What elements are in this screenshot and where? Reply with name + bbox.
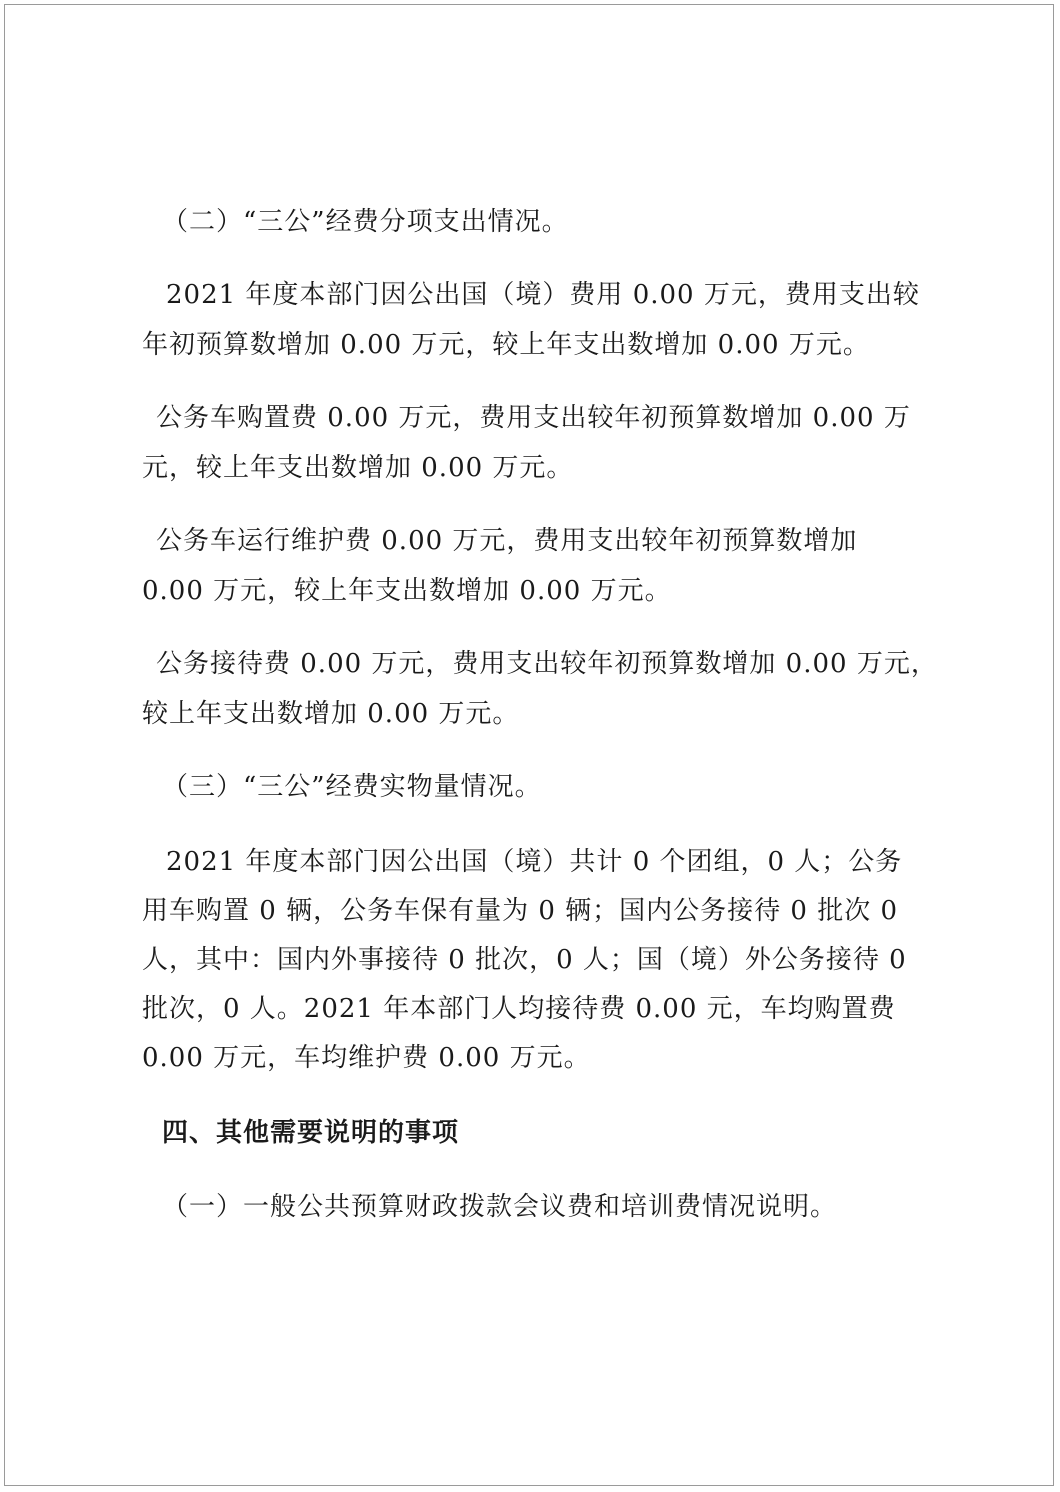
paragraph-reception-line-2: 较上年支出数增加 0.00 万元。 (142, 699, 520, 729)
paragraph-vehicle-maintenance-line-1: 公务车运行维护费 0.00 万元，费用支出较年初预算数增加 (156, 526, 858, 556)
paragraph-reception-line-1: 公务接待费 0.00 万元，费用支出较年初预算数增加 0.00 万元， (156, 649, 938, 679)
paragraph-physical-line-3: 人，其中：国内外事接待 0 批次，0 人；国（境）外公务接待 0 (142, 945, 907, 975)
paragraph-abroad-line-1: 2021 年度本部门因公出国（境）费用 0.00 万元，费用支出较 (166, 280, 920, 310)
paragraph-vehicle-purchase-line-1: 公务车购置费 0.00 万元，费用支出较年初预算数增加 0.00 万 (156, 403, 911, 433)
paragraph-abroad-line-2: 年初预算数增加 0.00 万元，较上年支出数增加 0.00 万元。 (142, 330, 870, 360)
paragraph-vehicle-maintenance-line-2: 0.00 万元，较上年支出数增加 0.00 万元。 (142, 576, 672, 606)
paragraph-physical-line-1: 2021 年度本部门因公出国（境）共计 0 个团组，0 人；公务 (166, 847, 903, 877)
paragraph-physical-line-2: 用车购置 0 辆，公务车保有量为 0 辆；国内公务接待 0 批次 0 (142, 896, 899, 926)
paragraph-physical-line-4: 批次，0 人。2021 年本部门人均接待费 0.00 元，车均购置费 (142, 994, 896, 1024)
sub-heading-three-public-physical: （三）“三公”经费实物量情况。 (162, 772, 542, 802)
section-heading-other-matters: 四、其他需要说明的事项 (162, 1118, 460, 1148)
sub-heading-meeting-training-fees: （一）一般公共预算财政拨款会议费和培训费情况说明。 (162, 1192, 838, 1222)
sub-heading-three-public-breakdown: （二）“三公”经费分项支出情况。 (162, 207, 569, 237)
paragraph-physical-line-5: 0.00 万元，车均维护费 0.00 万元。 (142, 1043, 591, 1073)
paragraph-vehicle-purchase-line-2: 元，较上年支出数增加 0.00 万元。 (142, 453, 574, 483)
